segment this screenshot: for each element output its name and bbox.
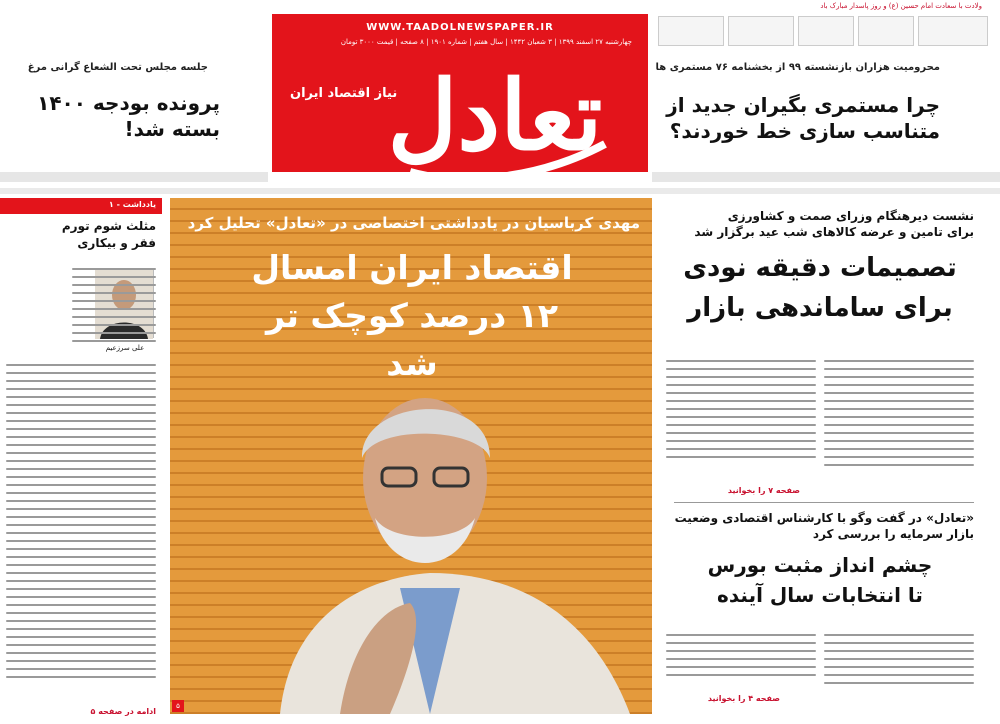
- left-band: [0, 172, 268, 182]
- article2-headline: چشم انداز مثبت بورس تا انتخابات سال آینده: [707, 553, 933, 607]
- lead-kicker: مهدی کرباسیان در یادداشتی اختصاصی در «تعادل» تحلیل کرد: [187, 214, 640, 232]
- article1-kicker: نشست دیرهنگام وزرای صمت و کشاورزی برای تامین و عرضه کالاهای شب عید برگزار شد: [694, 209, 974, 239]
- front-page-header: [0, 12, 1000, 188]
- article2-text-right: [824, 634, 974, 690]
- right-band: [652, 172, 1000, 182]
- site-url[interactable]: WWW.TAADOLNEWSPAPER.IR: [366, 22, 554, 33]
- opinion-column[interactable]: [0, 198, 162, 724]
- lead-page-ref[interactable]: ۵: [172, 700, 184, 712]
- header-rule: [0, 188, 1000, 194]
- article-separator: [674, 502, 974, 503]
- article1-text-left: [666, 360, 816, 464]
- dateline: چهارشنبه ۲۷ اسفند ۱۳۹۹ | ۳ شعبان ۱۴۴۲ | سال هفتم | شماره ۱۹۰۱ | ۸ صفحه | قیمت ۳۰۰۰ تومان: [340, 38, 632, 46]
- date-box: [798, 16, 854, 46]
- left-promo[interactable]: [0, 12, 268, 188]
- right-promo-headline: چرا مستمری بگیران جدید از متناسب سازی خط خوردند؟: [666, 93, 940, 143]
- article1-headline: تصمیمات دقیقه نودی برای ساماندهی بازار: [683, 253, 957, 323]
- masthead: [272, 14, 648, 172]
- article1-text-right: [824, 360, 974, 472]
- lead-story[interactable]: [170, 198, 652, 714]
- right-promo-kicker: محرومیت هزاران بازنشسته ۹۹ از بخشنامه ۷۶ مستمری ها: [655, 62, 940, 73]
- issue-box: [728, 16, 794, 46]
- author-name: علی سرزعیم: [105, 344, 145, 352]
- price-box: [658, 16, 724, 46]
- right-promo[interactable]: [652, 12, 1000, 188]
- info-box: [918, 16, 988, 46]
- article-market[interactable]: [660, 208, 980, 495]
- article-bourse[interactable]: [660, 510, 980, 703]
- opinion-label: یادداشت - ۱: [0, 198, 162, 214]
- newspaper-logo: [370, 44, 620, 172]
- article2-more-link[interactable]: صفحه ۴ را بخوانید: [707, 694, 780, 703]
- right-column: [660, 198, 980, 724]
- article2-text-left: [666, 634, 816, 682]
- logo-wordmark: تعادل: [387, 59, 603, 172]
- opinion-text-body: [6, 364, 156, 684]
- opinion-title: مثلث شوم تورم فقر و بیکاری: [61, 219, 156, 250]
- lead-photo-person: [210, 368, 650, 714]
- article1-more-link[interactable]: صفحه ۷ را بخوانید: [727, 486, 800, 495]
- slogan: نیاز اقتصاد ایران: [290, 86, 398, 101]
- left-promo-headline: پرونده بودجه ۱۴۰۰ بسته شد!: [37, 91, 220, 141]
- year-box: [858, 16, 914, 46]
- top-note: ولادت با سعادت امام حسین (ع) و روز پاسدار مبارک باد: [820, 2, 982, 10]
- left-promo-kicker: جلسه مجلس تحت الشعاع گرانی مرغ: [27, 62, 208, 73]
- article2-kicker: «تعادل» در گفت وگو با کارشناس اقتصادی وضعیت بازار سرمایه را بررسی کرد: [674, 511, 974, 541]
- opinion-more-link[interactable]: ادامه در صفحه ۵: [90, 707, 156, 716]
- lead-headline: اقتصاد ایران امسال ۱۲ درصد کوچک تر شد: [251, 248, 573, 383]
- opinion-text-top: [72, 268, 156, 348]
